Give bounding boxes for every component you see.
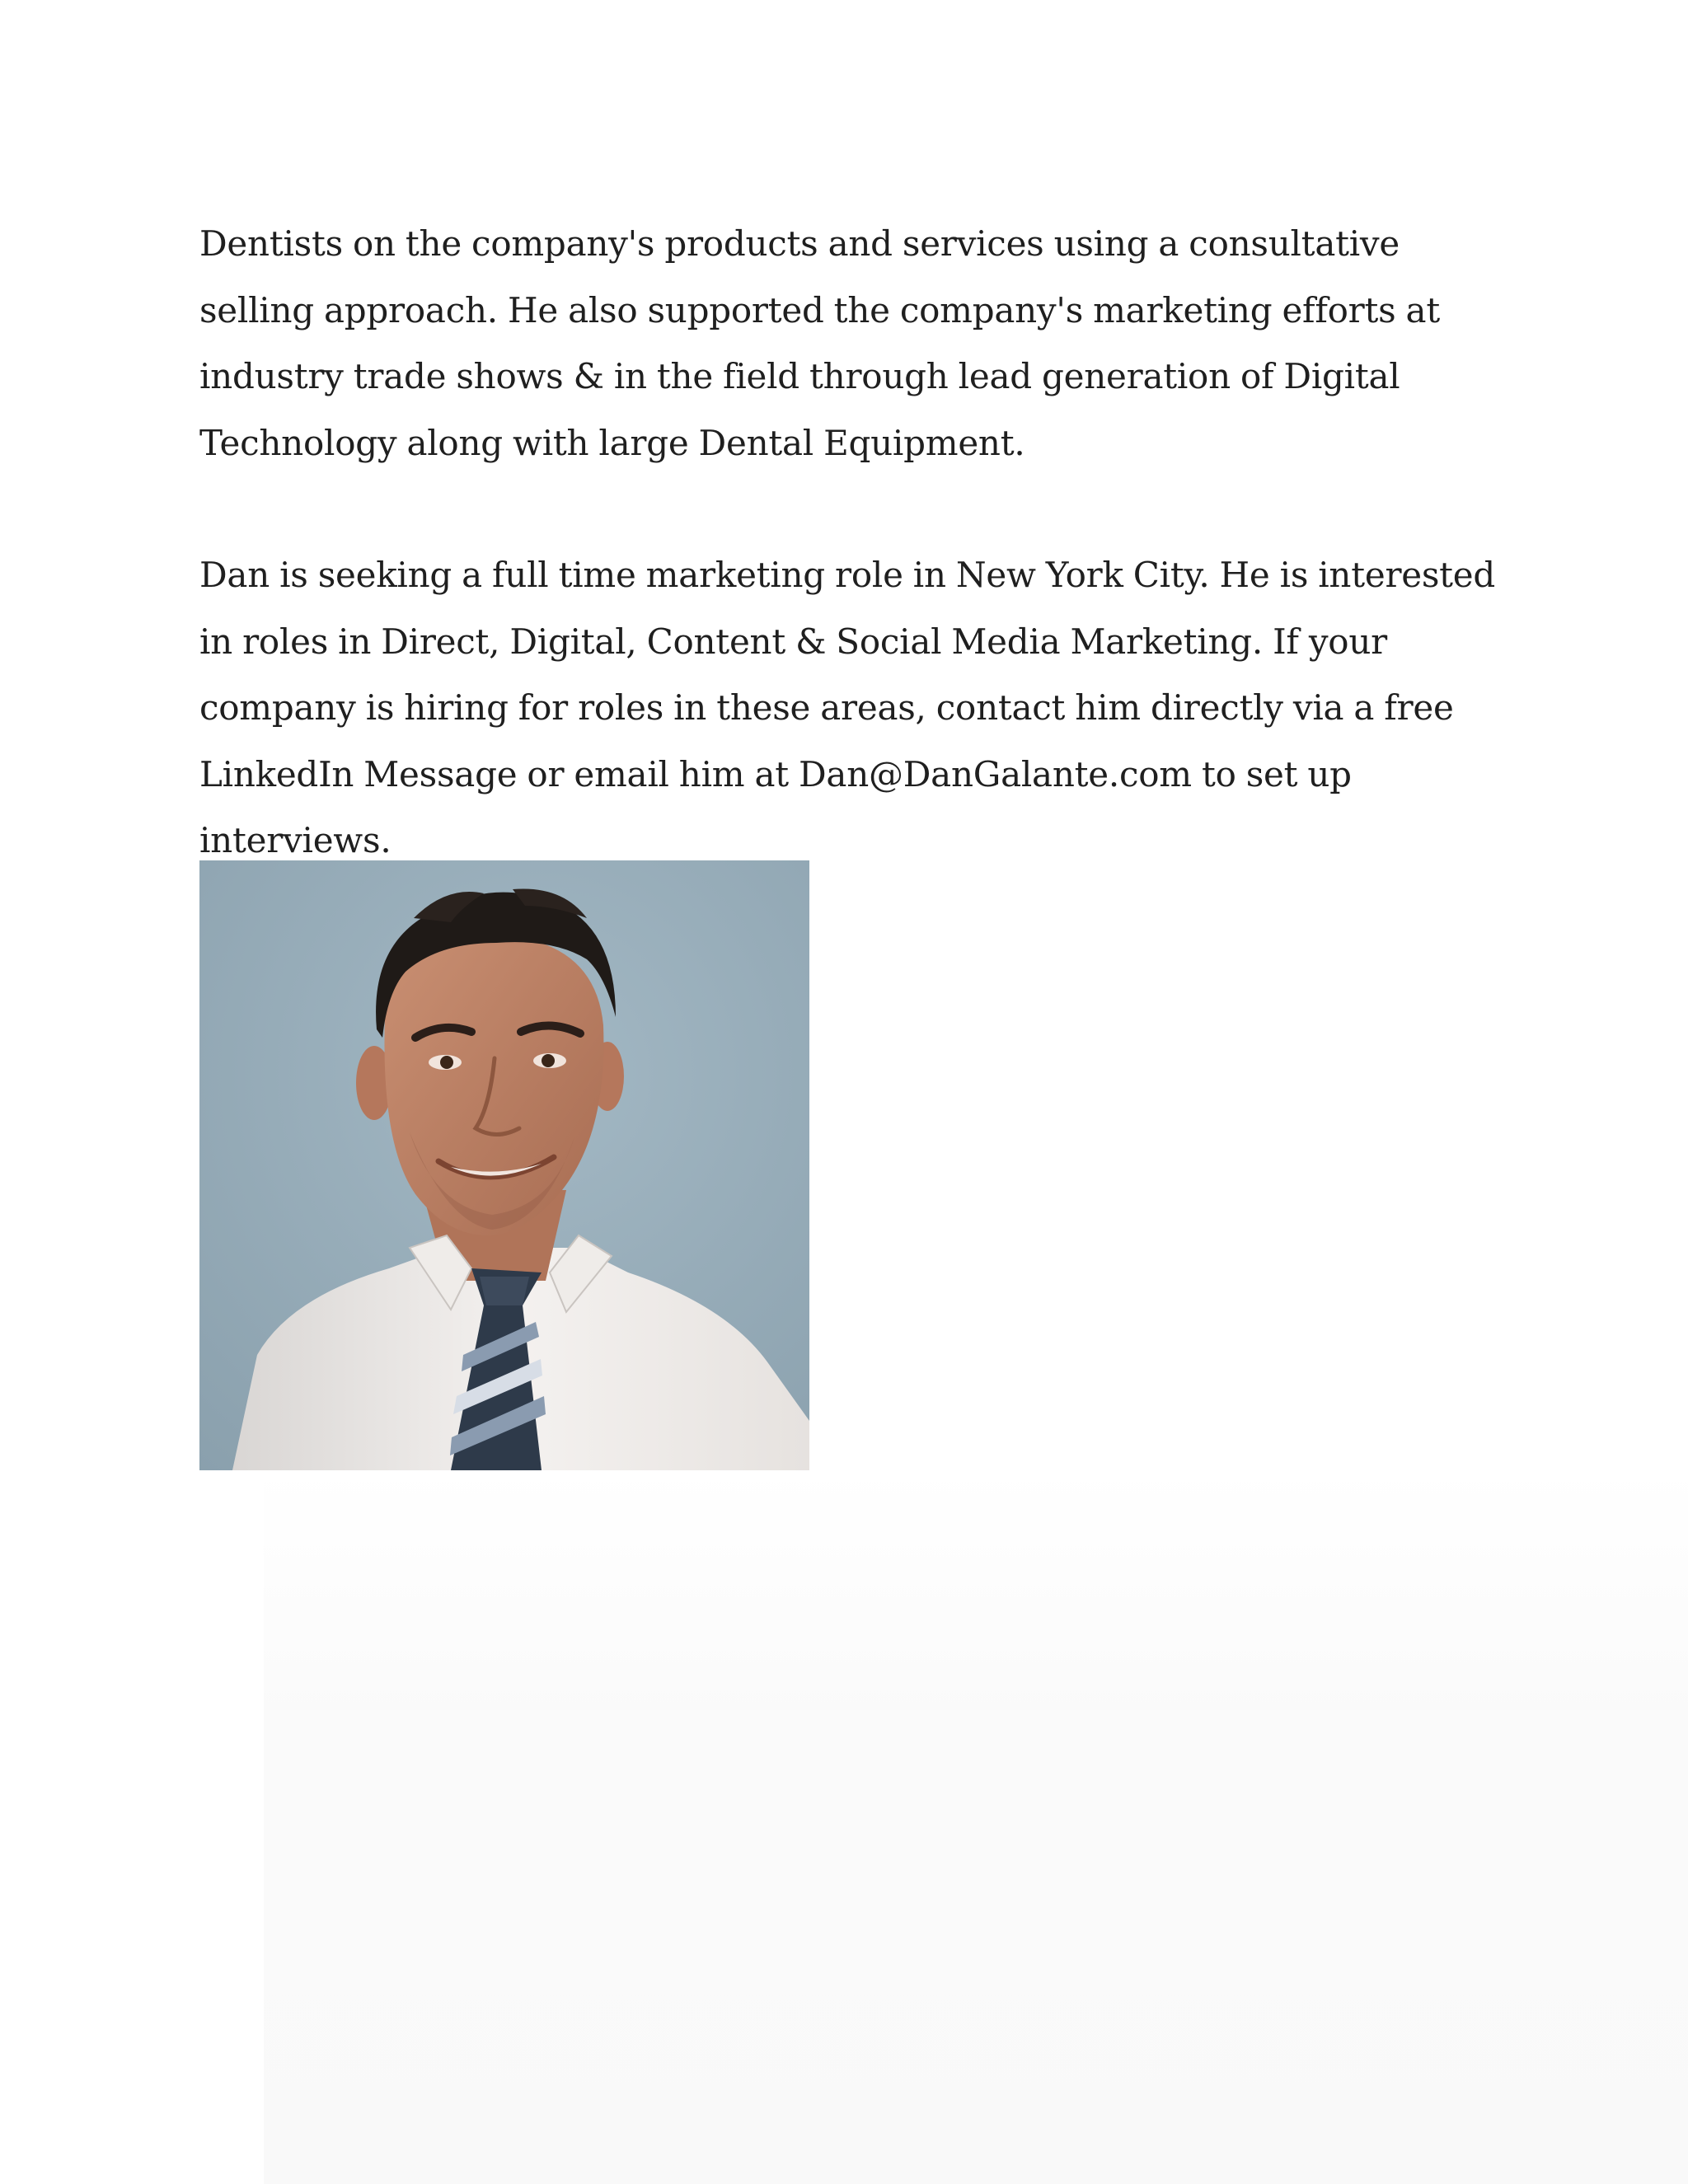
body-paragraph-experience: Dentists on the company's products and services using a consultative selling approach. He also supported the company's marketing efforts at industry trade shows & in the field through lead generation of Digital Technology along with large Dental Equipment.: [199, 223, 1440, 463]
page-shade: [264, 1467, 1688, 2184]
body-paragraph-contact: Dan is seeking a full time marketing role in New York City. He is interested in roles in Direct, Digital, Content & Social Media Marketing. If your company is hiring for roles in these areas, contact him directly via a free LinkedIn Message or email him at Dan@DanGalante.com to set up interviews.: [199, 555, 1496, 860]
headshot-photo: [199, 860, 809, 1470]
headshot-illustration: [199, 860, 809, 1470]
